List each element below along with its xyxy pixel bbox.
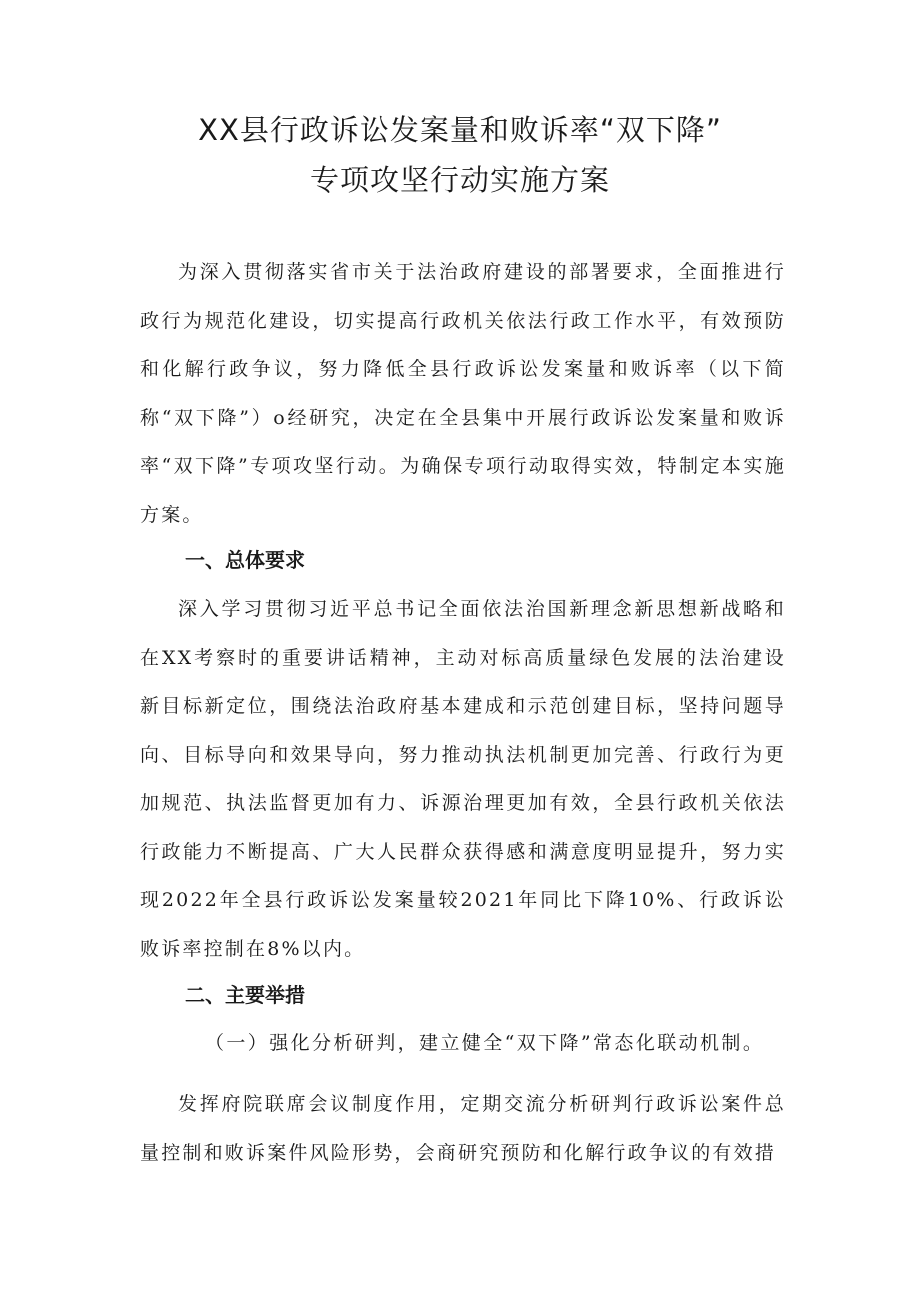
section-2-subheading: （一）强化分析研判，建立健全“双下降”常态化联动机制。: [205, 1032, 765, 1054]
section-2-heading: 二、主要举措: [185, 983, 305, 1007]
section-2-body: [140, 1080, 786, 1177]
document-title-line-2: 专项攻坚行动实施方案: [309, 163, 610, 197]
intro-paragraph: 为深入贯彻落实省市关于法治政府建设的部署要求，全面推进行政行为规范化建设，切实提高行政机关依法行政工作水平，有效预防和化解行政争议，努力降低全县行政诉讼发案量和败诉率（以下简称“双下降”）o经研究，决定在全县集中开展行政诉讼发案量和败诉率“双下降”专项攻坚行动。为确保专项行动取得实效，特制定本实施方案。: [140, 261, 786, 526]
section-1-heading: 一、总体要求: [185, 548, 305, 572]
section-1-body: [140, 585, 786, 973]
intro-section: [140, 248, 786, 539]
section-1-paragraph: 深入学习贯彻习近平总书记全面依法治国新理念新思想新战略和在XX考察时的重要讲话精神，主动对标高质量绿色发展的法治建设新目标新定位，围绕法治政府基本建成和示范创建目标，坚持问题导向、目标导向和效果导向，努力推动执法机制更加完善、行政行为更加规范、执法监督更加有力、诉源治理更加有效，全县行政机关依法行政能力不断提高、广大人民群众获得感和满意度明显提升，努力实现2022年全县行政诉讼发案量较2021年同比下降10%、行政诉讼败诉率控制在8%以内。: [140, 598, 786, 960]
document-title-line-1: XX县行政诉讼发案量和败诉率“双下降”: [198, 113, 722, 147]
section-2-paragraph: 发挥府院联席会议制度作用，定期交流分析研判行政诉讼案件总量控制和败诉案件风险形势，会商研究预防和化解行政争议的有效措: [140, 1093, 786, 1164]
